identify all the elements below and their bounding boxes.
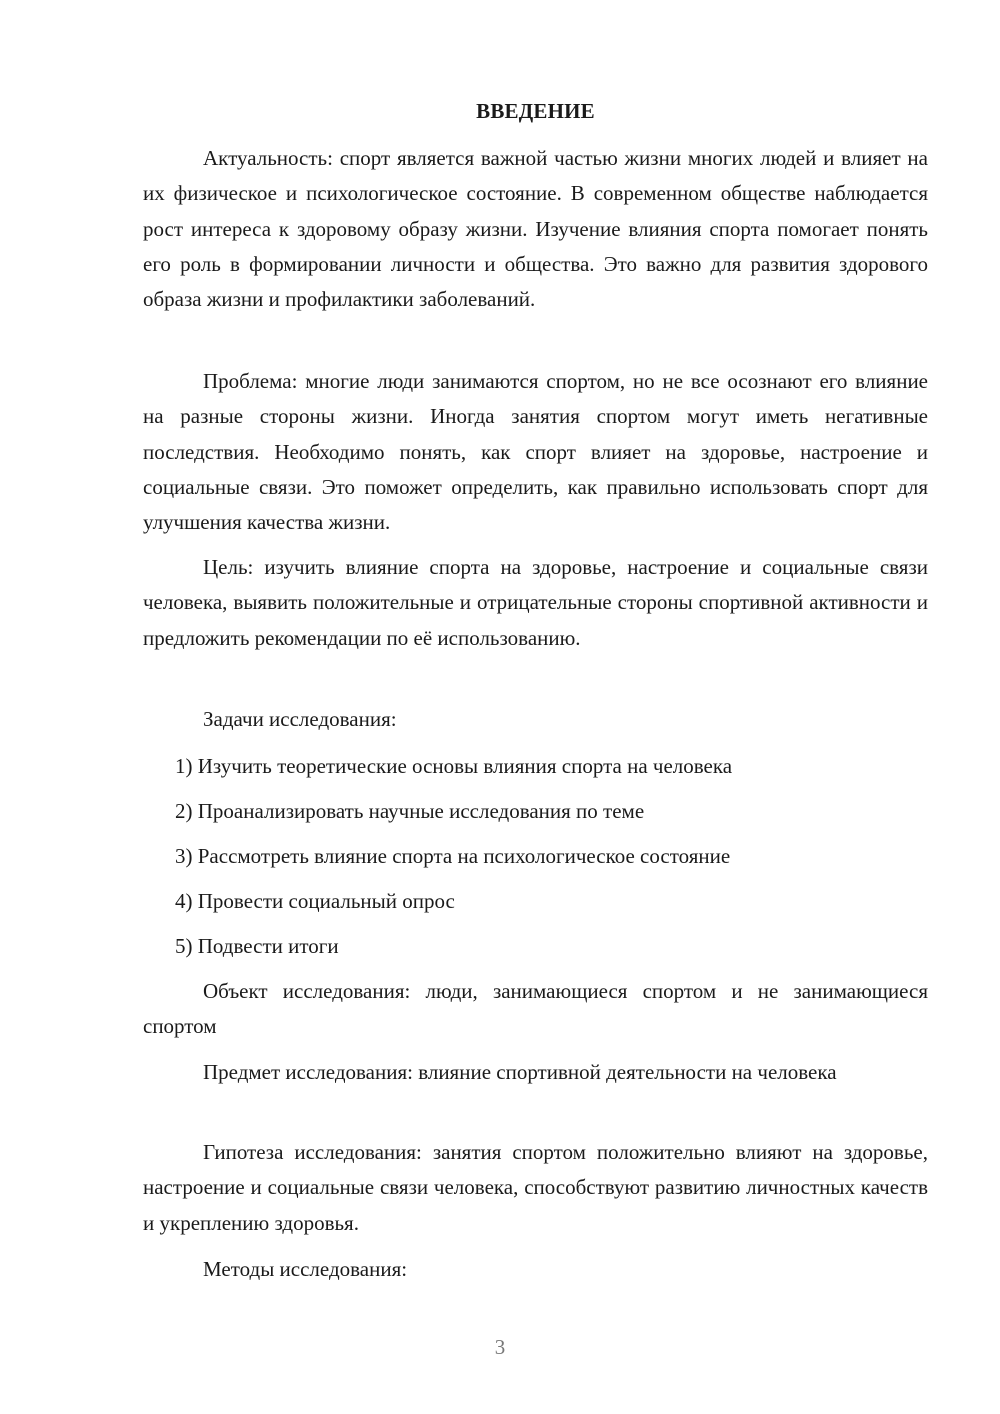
tasks-heading: Задачи исследования: <box>203 707 397 731</box>
paragraph-object: Объект исследования: люди, занимающиеся спортом и не занимающиеся спортом <box>143 979 928 1039</box>
task-item-3: 3) Рассмотреть влияние спорта на психологическое состояние <box>175 844 731 868</box>
methods-heading: Методы исследования: <box>203 1257 408 1281</box>
paragraph-hypothesis: Гипотеза исследования: занятия спортом положительно влияют на здоровье, настроение и социальные связи человека, способствуют развитию личностных качеств и укреплению здоровья. <box>143 1140 928 1235</box>
task-item-4: 4) Провести социальный опрос <box>175 889 455 913</box>
page-number: 3 <box>494 1335 506 1359</box>
task-item-1: 1) Изучить теоретические основы влияния спорта на человека <box>175 754 733 778</box>
section-title: ВВЕДЕНИЕ <box>476 99 595 123</box>
task-item-2: 2) Проанализировать научные исследования по теме <box>175 799 645 823</box>
paragraph-relevance: Актуальность: спорт является важной частью жизни многих людей и влияет на их физическое и психологическое состояние. В современном обществе наблюдается рост интереса к здоровому образу жизни. Изучение влияния спорта помогает понять его роль в формировании личности и общества. Это важно для развития здорового образа жизни и профилактики заболеваний. <box>143 146 928 312</box>
task-item-5: 5) Подвести итоги <box>175 934 339 958</box>
paragraph-subject: Предмет исследования: влияние спортивной деятельности на человека <box>203 1060 837 1084</box>
paragraph-goal: Цель: изучить влияние спорта на здоровье, настроение и социальные связи человека, выявить положительные и отрицательные стороны спортивной активности и предложить рекомендации по её использованию. <box>143 555 928 650</box>
paragraph-problem: Проблема: многие люди занимаются спортом, но не все осознают его влияние на разные стороны жизни. Иногда занятия спортом могут иметь негативные последствия. Необходимо понять, как спорт влияет на здоровье, настроение и социальные связи. Это поможет определить, как правильно использовать спорт для улучшения качества жизни. <box>143 369 928 535</box>
